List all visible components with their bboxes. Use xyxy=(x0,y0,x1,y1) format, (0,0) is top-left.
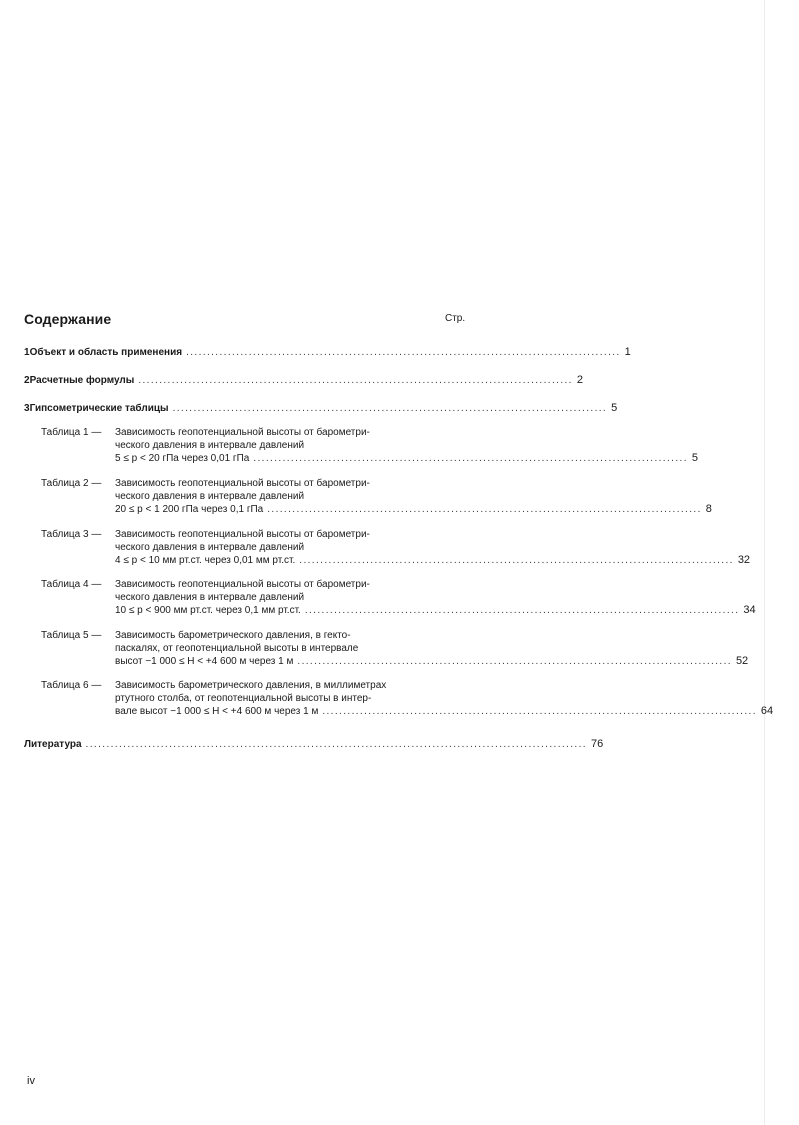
table-desc-line: ческого давления в интервале давлений xyxy=(115,591,305,603)
page-number: 2 xyxy=(576,374,583,386)
page-number: 5 xyxy=(691,452,698,464)
page-edge-line xyxy=(764,0,765,1125)
table-label: Таблица 3 — xyxy=(41,529,102,540)
table-desc-line: ческого давления в интервале давлений xyxy=(115,490,305,502)
dot-leader: ........................................................................................................ xyxy=(299,555,734,566)
dot-leader: ........................................................................................................ xyxy=(138,375,573,386)
page-column-label: Стр. xyxy=(445,313,466,324)
toc-entry-table-3[interactable] xyxy=(41,529,751,568)
table-label: Таблица 4 — xyxy=(41,579,102,590)
page-footer-numeral: iv xyxy=(27,1075,35,1087)
table-label: Таблица 2 — xyxy=(41,478,102,489)
section-title: Объект и область применения xyxy=(29,347,183,358)
dot-leader: ........................................................................................................................ xyxy=(85,739,587,750)
table-desc-line: Зависимость геопотенциальной высоты от барометри- xyxy=(115,427,370,438)
toc-entry-section-1[interactable] xyxy=(24,346,631,358)
dot-leader: ........................................................................................................ xyxy=(304,605,740,616)
table-label: Таблица 1 — xyxy=(41,427,102,438)
dot-leader: ........................................................................................................ xyxy=(253,453,688,464)
table-desc-line: высот −1 000 ≤ H < +4 600 м через 1 м xyxy=(115,656,294,667)
toc-entry-table-5[interactable] xyxy=(41,630,749,669)
page-number: 52 xyxy=(735,655,749,667)
table-desc-line: Зависимость геопотенциальной высоты от барометри- xyxy=(115,478,370,489)
table-desc-line: 5 ≤ p < 20 гПа через 0,01 гПа xyxy=(115,453,250,464)
toc-entry-table-4[interactable] xyxy=(41,579,756,618)
page-number: 8 xyxy=(705,503,712,515)
table-desc-line: 4 ≤ p < 10 мм рт.ст. через 0,01 мм рт.ст. xyxy=(115,555,296,566)
toc-entry-table-1[interactable] xyxy=(41,427,698,466)
page-number: 5 xyxy=(611,402,618,414)
toc-entry-literature[interactable] xyxy=(24,738,604,750)
toc-entry-table-6[interactable] xyxy=(41,680,774,719)
table-desc-line: 10 ≤ p < 900 мм рт.ст. через 0,1 мм рт.ст. xyxy=(115,605,301,616)
toc-heading: Содержание xyxy=(24,311,112,327)
section-number: 1 xyxy=(24,347,30,358)
table-desc-line: ческого давления в интервале давлений xyxy=(115,541,305,553)
toc-entry-section-2[interactable] xyxy=(24,374,583,386)
dot-leader: ........................................................................................................ xyxy=(322,706,757,717)
dot-leader: ........................................................................................................ xyxy=(297,656,732,667)
table-desc-line: 20 ≤ p < 1 200 гПа через 0,1 гПа xyxy=(115,504,264,515)
table-desc-line: Зависимость барометрического давления, в гекто- xyxy=(115,630,351,641)
table-desc-line: паскалях, от геопотенциальной высоты в интервале xyxy=(115,642,359,654)
section-number: 2 xyxy=(24,375,30,386)
page-number: 76 xyxy=(590,738,604,750)
table-desc-line: вале высот −1 000 ≤ H < +4 600 м через 1 м xyxy=(115,706,319,717)
toc-entry-section-3[interactable] xyxy=(24,402,618,414)
dot-leader: ........................................................................................................ xyxy=(186,347,621,358)
table-desc-line: Зависимость геопотенциальной высоты от барометри- xyxy=(115,579,370,590)
table-desc-line: ртутного столба, от геопотенциальной высоты в интер- xyxy=(115,692,372,704)
page-number: 64 xyxy=(760,705,774,717)
table-desc-line: ческого давления в интервале давлений xyxy=(115,439,305,451)
table-label: Таблица 6 — xyxy=(41,680,102,691)
toc-entry-table-2[interactable] xyxy=(41,478,712,517)
dot-leader: ........................................................................................................ xyxy=(267,504,702,515)
literature-title: Литература xyxy=(24,739,82,750)
table-desc-line: Зависимость геопотенциальной высоты от барометри- xyxy=(115,529,370,540)
section-number: 3 xyxy=(24,403,30,414)
section-title: Гипсометрические таблицы xyxy=(29,403,169,414)
section-title: Расчетные формулы xyxy=(29,375,135,386)
page-number: 32 xyxy=(737,554,751,566)
table-desc-line: Зависимость барометрического давления, в миллиметрах xyxy=(115,680,387,691)
dot-leader: ........................................................................................................ xyxy=(172,403,608,414)
table-label: Таблица 5 — xyxy=(41,630,102,641)
page-number: 1 xyxy=(624,346,631,358)
page-number: 34 xyxy=(743,604,756,616)
